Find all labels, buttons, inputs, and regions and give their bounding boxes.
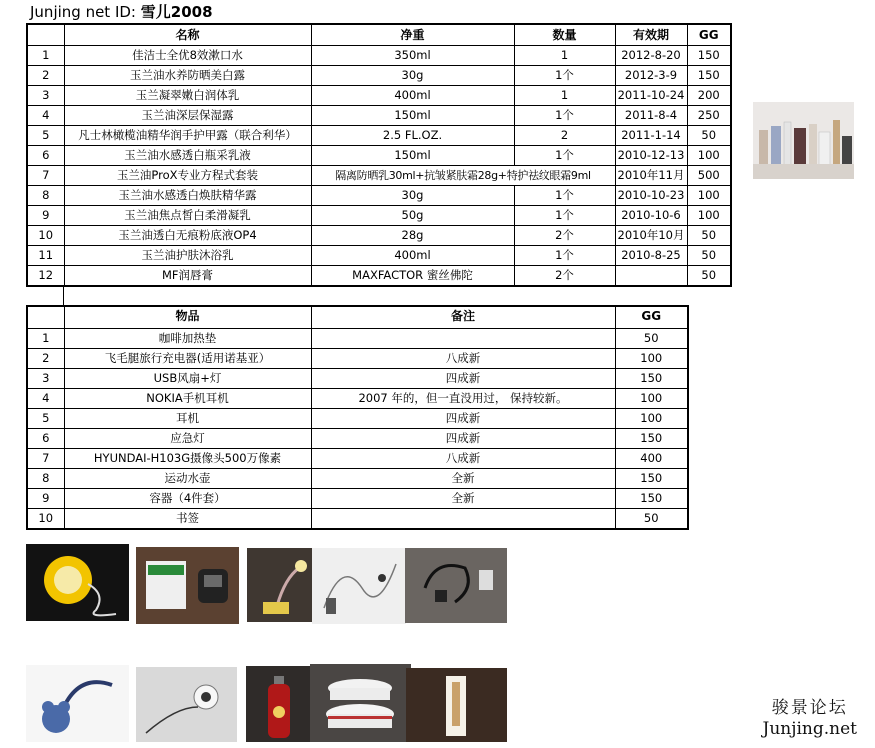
cosmetics-row [27,86,731,106]
table-cell: 7 [27,449,64,469]
table-cell: 3 [27,86,64,106]
table-cell: 200 [687,86,731,106]
table-cell [311,329,615,349]
table-cell: 12 [27,266,64,287]
table-cell: 4 [27,106,64,126]
table-cell: 9 [27,489,64,509]
table-cell: 2010年10月 [615,226,687,246]
cosmetics-row [27,106,731,126]
table-cell: 400ml [311,86,514,106]
table-cell: 2011-8-4 [615,106,687,126]
table-cell: 玉兰油护肤沐浴乳 [64,246,311,266]
cosmetics-table [26,23,732,287]
column-header: 备注 [311,306,615,329]
table-cell: 50 [687,126,731,146]
cosmetics-row [27,246,731,266]
table-cell: 1 [27,329,64,349]
table-cell: 100 [615,409,688,429]
site-watermark [763,697,858,739]
column-header: GG [687,24,731,46]
table-cell: 2010-8-25 [615,246,687,266]
table-cell: 5 [27,126,64,146]
table-cell: 凡士林橄榄油精华润手护甲露（联合利华） [64,126,311,146]
table-cell: 1 [514,86,615,106]
table-cell: 1个 [514,206,615,226]
table-cell: 4 [27,389,64,409]
earphones-photo [405,548,507,623]
table-cell: 30g [311,186,514,206]
table-cell: 2010-10-6 [615,206,687,226]
table-cell: 应急灯 [64,429,311,449]
table-cell: 玉兰凝翠嫩白润体乳 [64,86,311,106]
table-cell: 2 [514,126,615,146]
table-cell: 玉兰油水感透白瓶采乳液 [64,146,311,166]
table-cell: 飞毛腿旅行充电器(适用诺基亚） [64,349,311,369]
table-cell: 1 [514,46,615,66]
table-cell: 3 [27,369,64,389]
item-row [27,329,688,349]
coffee-warmer-pad-photo [26,544,129,621]
table-cell: 6 [27,429,64,449]
table-cell: 运动水壶 [64,469,311,489]
item-row [27,389,688,409]
table-cell: 玉兰油焦点皙白柔滑凝乳 [64,206,311,226]
item-row [27,449,688,469]
table-cell: 11 [27,246,64,266]
cosmetics-row [27,66,731,86]
table-cell: 2010-10-23 [615,186,687,206]
table-cell: 8 [27,186,64,206]
item-row [27,469,688,489]
table-cell: 10 [27,509,64,530]
column-header [27,24,64,46]
column-header: 物品 [64,306,311,329]
table-header-row [27,24,731,46]
id-label: Junjing net ID: [30,3,136,21]
table-cell: 350ml [311,46,514,66]
cosmetics-row [27,166,731,186]
item-row [27,409,688,429]
table-cell: 9 [27,206,64,226]
cosmetics-row [27,206,731,226]
table-cell: 全新 [311,469,615,489]
table-cell: 50 [615,509,688,530]
table-cell: 2011-1-14 [615,126,687,146]
table-cell: 5 [27,409,64,429]
table-cell: 50 [687,266,731,287]
table-cell: 250 [687,106,731,126]
table-cell: 咖啡加热垫 [64,329,311,349]
table-cell: 150 [615,489,688,509]
table-cell: 150ml [311,146,514,166]
table-cell: 2.5 FL.OZ. [311,126,514,146]
table-cell: MAXFACTOR 蜜丝佛陀 [311,266,514,287]
table-cell: 10 [27,226,64,246]
table-cell: 30g [311,66,514,86]
column-header [27,306,64,329]
table-cell: 2个 [514,226,615,246]
table-cell: 500 [687,166,731,186]
table-cell: 150ml [311,106,514,126]
table-cell: 佳洁士全优8效漱口水 [64,46,311,66]
table-cell: 耳机 [64,409,311,429]
table-cell: 50 [687,226,731,246]
cosmetics-row [27,186,731,206]
table-cell: 150 [615,429,688,449]
table-cell: 2007 年的，但一直没用过， 保持较新。 [311,389,615,409]
table-cell: 6 [27,146,64,166]
table-cell: 书签 [64,509,311,530]
table-cell: 玉兰油水感透白焕肤精华露 [64,186,311,206]
table-cell: 2 [27,349,64,369]
table-cell: 100 [615,349,688,369]
table-cell: 50 [615,329,688,349]
usb-fan-lamp-photo [247,548,317,622]
table-cell: 150 [687,46,731,66]
table-cell: 1个 [514,66,615,86]
table-cell: 四成新 [311,409,615,429]
items-table [26,305,689,530]
emergency-lamp-photo [26,665,129,742]
table-cell: 100 [615,389,688,409]
column-header: GG [615,306,688,329]
column-header: 名称 [64,24,311,46]
cosmetics-row [27,46,731,66]
table-cell: NOKIA手机耳机 [64,389,311,409]
table-cell: HYUNDAI-H103G摄像头500万像素 [64,449,311,469]
table-cell: 1个 [514,146,615,166]
nokia-earphones-photo [312,548,406,624]
table-cell: 28g [311,226,514,246]
table-cell: 2012-3-9 [615,66,687,86]
table-cell: USB风扇+灯 [64,369,311,389]
table-cell: 2个 [514,266,615,287]
cosmetics-row [27,126,731,146]
table-cell: MF润唇膏 [64,266,311,287]
table-cell: 隔离防晒乳30ml+抗皱紧肤霜28g+特护祛纹眼霜9ml [311,166,615,186]
table-cell: 150 [615,469,688,489]
cosmetics-products-photo [753,102,854,179]
table-cell: 150 [615,369,688,389]
travel-charger-photo [136,547,239,624]
table-cell [615,266,687,287]
column-header: 有效期 [615,24,687,46]
containers-photo [310,664,411,742]
table-cell: 玉兰油水养防晒美白露 [64,66,311,86]
table-cell: 玉兰油深层保湿露 [64,106,311,126]
webcam-photo [136,667,237,742]
table-cell: 50 [687,246,731,266]
table-cell: 2011-10-24 [615,86,687,106]
watermark-cn: 骏景论坛 [771,698,848,718]
table-cell: 400ml [311,246,514,266]
table-cell: 玉兰油ProX专业方程式套装 [64,166,311,186]
divider-line [63,285,64,305]
cosmetics-row [27,146,731,166]
item-row [27,349,688,369]
table-cell: 100 [687,146,731,166]
table-cell: 100 [687,186,731,206]
user-id: 雪儿2008 [140,3,213,21]
table-cell: 400 [615,449,688,469]
table-cell: 1个 [514,246,615,266]
table-header-row [27,306,688,329]
column-header: 数量 [514,24,615,46]
table-cell: 1 [27,46,64,66]
table-cell: 玉兰油透白无痕粉底液OP4 [64,226,311,246]
table-cell: 150 [687,66,731,86]
table-cell: 八成新 [311,349,615,369]
page-title [30,2,213,22]
item-row [27,369,688,389]
table-cell: 2010年11月 [615,166,687,186]
table-cell: 1个 [514,106,615,126]
table-cell: 2 [27,66,64,86]
table-cell: 7 [27,166,64,186]
cosmetics-row [27,266,731,287]
table-cell: 四成新 [311,369,615,389]
table-cell: 1个 [514,186,615,206]
item-row [27,489,688,509]
item-row [27,429,688,449]
item-row [27,509,688,530]
table-cell: 2010-12-13 [615,146,687,166]
table-cell: 全新 [311,489,615,509]
watermark-en: Junjing.net [762,719,857,739]
table-cell: 50g [311,206,514,226]
table-cell: 容器（4件套） [64,489,311,509]
column-header: 净重 [311,24,514,46]
table-cell [311,509,615,530]
table-cell: 八成新 [311,449,615,469]
table-cell: 100 [687,206,731,226]
table-cell: 2012-8-20 [615,46,687,66]
cosmetics-row [27,226,731,246]
bookmark-photo [406,668,507,742]
sports-bottle-photo [246,666,318,742]
table-cell: 8 [27,469,64,489]
table-cell: 四成新 [311,429,615,449]
